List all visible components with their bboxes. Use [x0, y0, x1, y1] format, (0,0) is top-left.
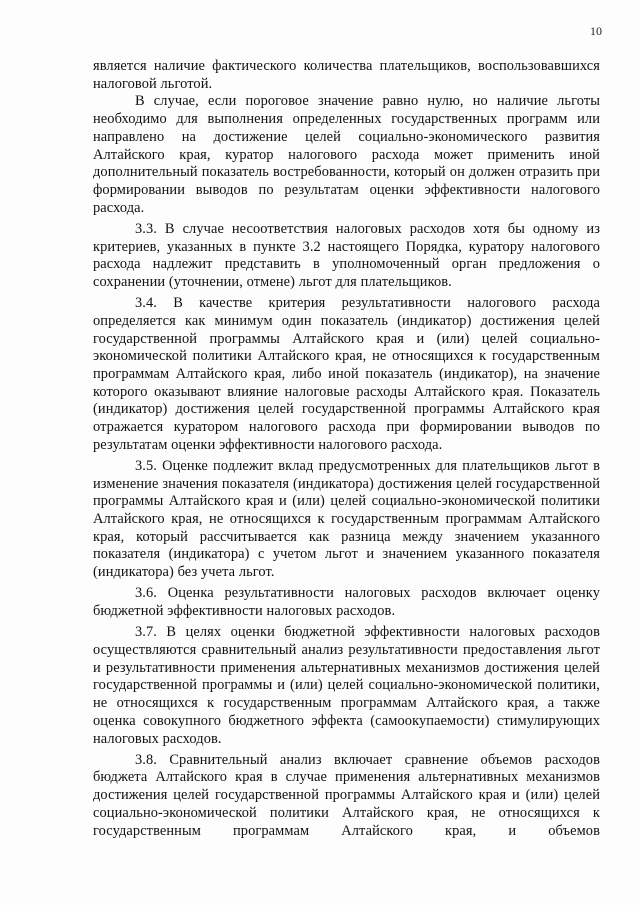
paragraph-3-6: 3.6. Оценка результативности налоговых расходов включает оценку бюджетной эффективности налоговых расходов. — [93, 585, 600, 620]
paragraph-3-8: 3.8. Сравнительный анализ включает сравнение объемов расходов бюджета Алтайского края в случае применения альтернативных механизмов достижения целей государственной программы Алтайского края и (или) целей социально-экономической политики Алтайского края, не относящихся к государственным программам Алтайского края, и объемов — [93, 751, 600, 839]
page-number: 10 — [590, 24, 602, 38]
paragraph-zero-threshold: В случае, если пороговое значение равно нулю, но наличие льготы необходимо для выполнения определенных государственных программ или направлено на достижение целей социально-экономического развития Алтайского края, куратор налогового расхода может применить иной дополнительный показатель востребованности, который он должен отразить при формировании выводов по результатам оценки эффективности налогового расхода. — [93, 93, 600, 216]
paragraph-3-7: 3.7. В целях оценки бюджетной эффективности налоговых расходов осуществляются сравнительный анализ результативности предоставления льгот и результативности применения альтернативных механизмов достижения целей государственной программы и (или) целей социально-экономической политики, не относящихся к государственным программам Алтайского края, а также оценка совокупного бюджетного эффекта (самоокупаемости) стимулирующих налоговых расходов. — [93, 624, 600, 747]
document-body — [93, 58, 600, 840]
paragraph-3-5: 3.5. Оценке подлежит вклад предусмотренных для плательщиков льгот в изменение значения показателя (индикатора) достижения целей государственной программы Алтайского края и (или) целей социально-экономической политики Алтайского края, не относящихся к государственным программам Алтайского края, который рассчитывается как разница между значением указанного показателя (индикатора) с учетом льгот и значением указанного показателя (индикатора) без учета льгот. — [93, 457, 600, 581]
paragraph-3-4: 3.4. В качестве критерия результативности налогового расхода определяется как минимум один показатель (индикатор) достижения целей государственной программы Алтайского края и (или) целей социально-экономической политики Алтайского края, не относящихся к государственным программам Алтайского края, либо иной показатель (индикатор), на значение которого оказывают влияние налоговые расходы Алтайского края. Показатель (индикатор) достижения целей государственной программы Алтайского края отражается куратором налогового расхода при формировании выводов по результатам оценки эффективности налогового расхода. — [93, 295, 600, 453]
paragraph-continuation: является наличие фактического количества плательщиков, воспользовавшихся налоговой льготой. — [93, 58, 600, 92]
paragraph-3-3: 3.3. В случае несоответствия налоговых расходов хотя бы одному из критериев, указанных в пункте 3.2 настоящего Порядка, куратору налогового расхода надлежит представить в уполномоченный орган предложения о сохранении (уточнении, отмене) льгот для плательщиков. — [93, 220, 600, 290]
